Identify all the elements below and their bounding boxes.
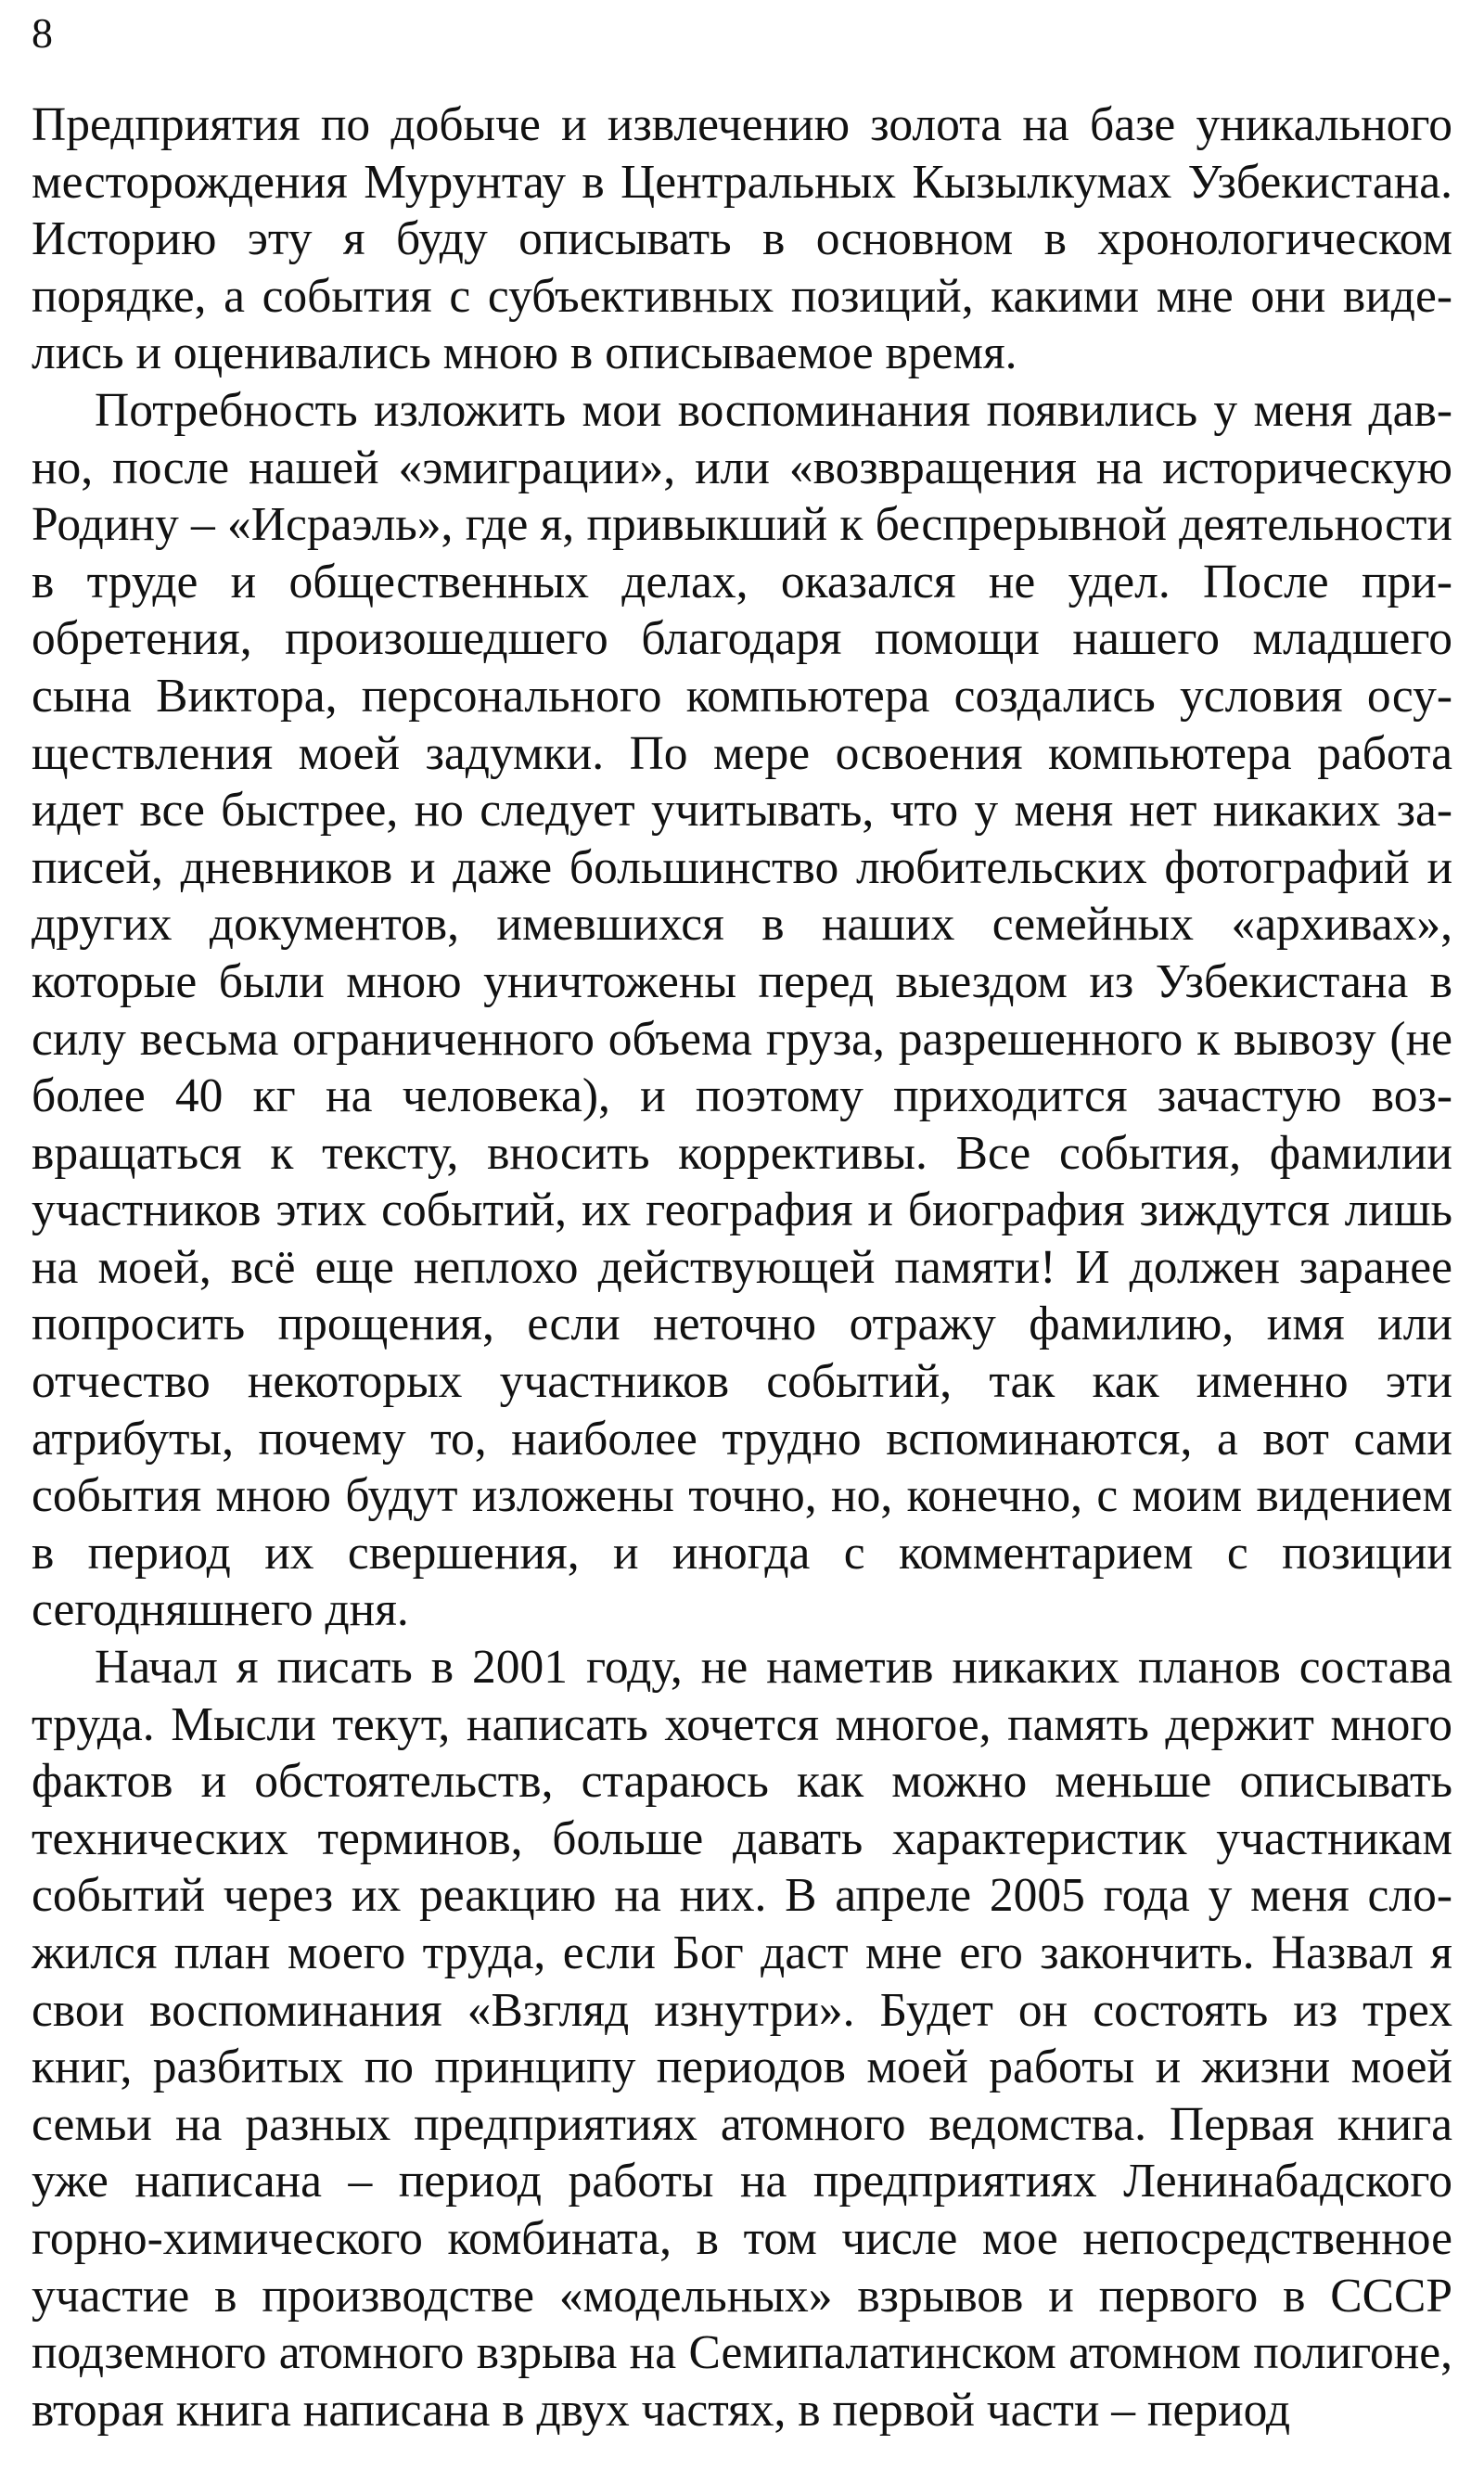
page-number: 8	[32, 9, 53, 57]
paragraph-continuation: Предприятия по добыче и извлечению золота на базе уникального месторождения Мурунтау в Центральных Кызылкумах Узбекистана. Историю эту я буду описывать в основном в хронологическом порядке, а события с субъективных позиций, какими мне они виделись и оценивались мною в описываемое время.	[32, 98, 1452, 380]
paragraph-writing-plan: Начал я писать в 2001 году, не наметив никаких планов состава труда. Мысли текут, написать хочется многое, память держит много фактов и обстоятельств, стараюсь как можно меньше описывать технических терминов, больше давать характеристик участникам событий через их реакцию на них. В апреле 2005 года у меня сложился план моего труда, если Бог даст мне его закончить. Назвал я свои воспоминания «Взгляд изнутри». Будет он состоять из трех книг, разбитых по принципу периодов моей работы и жизни моей семьи на разных предприятиях атомного ведомства. Первая книга уже написана – период работы на предприятиях Ленинабадского горно-химического комбината, в том числе мое непосредственное участие в производстве «модельных» взрывов и первого в СССР подземного атомного взрыва на Семипалатинском атомном полигоне, вторая книга написана в двух частях, в первой части – период	[32, 1641, 1452, 2437]
text-body	[32, 96, 1452, 2438]
paragraph-memoir-motivation: Потребность изложить мои воспоминания появились у меня давно, после нашей «эмиграции», или «возвращения на историческую Родину – «Исраэль», где я, привыкший к беспрерывной деятельности в труде и общественных делах, оказался не удел. После приобретения, произошедшего благодаря помощи нашего младшего сына Виктора, персонального компьютера создались условия осуществления моей задумки. По мере освоения компьютера работа идет все быстрее, но следует учитывать, что у меня нет никаких записей, дневников и даже большинство любительских фотографий и других документов, имевшихся в наших семейных «архивах», которые были мною уничтожены перед выездом из Узбекистана в силу весьма ограниченного объема груза, разрешенного к вывозу (не более 40 кг на человека), и поэтому приходится зачастую возвращаться к тексту, вносить коррективы. Все события, фамилии участников этих событий, их география и биография зиждутся лишь на моей, всё еще неплохо действующей памяти! И должен заранее попросить прощения, если неточно отражу фамилию, имя или отчество некоторых участников событий, так как именно эти атрибуты, почему то, наиболее трудно вспоминаются, а вот сами события мною будут изложены точно, но, конечно, с моим видением в период их свершения, и иногда с комментарием с позиции сегодняшнего дня.	[32, 383, 1452, 1637]
